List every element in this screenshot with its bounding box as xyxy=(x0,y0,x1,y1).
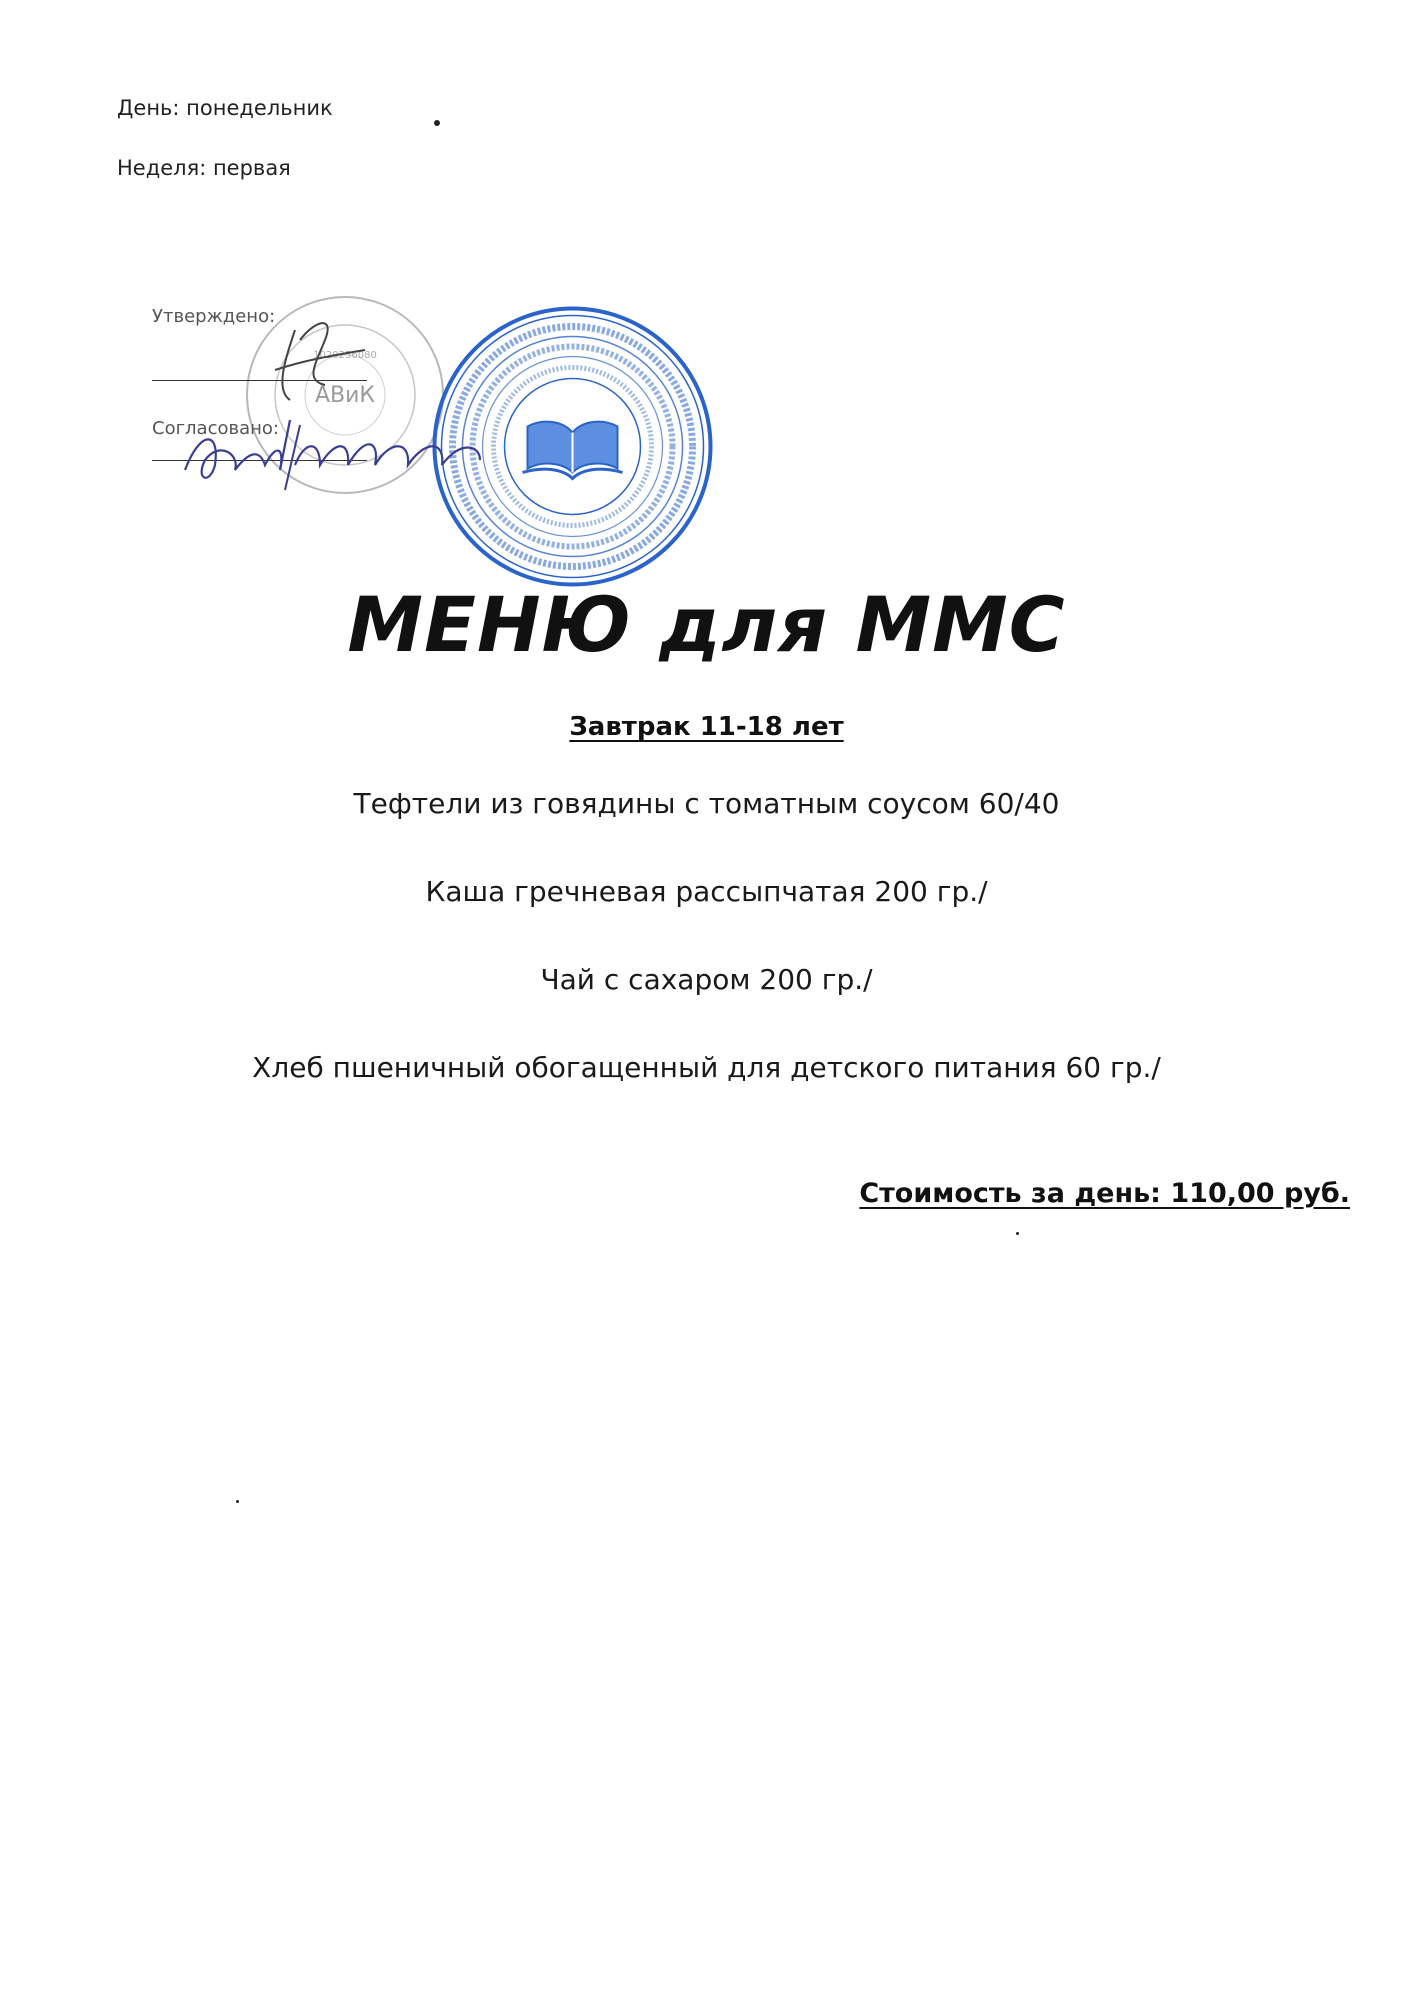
week-line: Неделя: первая xyxy=(117,156,291,180)
list-item: Хлеб пшеничный обогащенный для детского питания 60 гр./ xyxy=(252,1051,1161,1084)
menu-items-list xyxy=(0,786,1413,1138)
handwritten-signature-icon xyxy=(255,300,375,420)
approved-label: Утверждено: xyxy=(152,306,276,327)
speck-mark xyxy=(434,120,440,126)
meal-heading xyxy=(0,712,1413,742)
list-item: Чай с сахаром 200 гр./ xyxy=(540,963,873,996)
speck-mark xyxy=(1016,1232,1019,1235)
meal-heading-text: Завтрак 11-18 лет xyxy=(569,712,844,742)
svg-text:АВиК: АВиК xyxy=(314,383,376,408)
list-item: Тефтели из говядины с томатным соусом 60/40 xyxy=(353,787,1060,820)
page-title: МЕНЮ для ММС xyxy=(347,580,1066,669)
svg-text:1020256080: 1020256080 xyxy=(313,350,377,361)
daily-cost: Стоимость за день: 110,00 руб. xyxy=(859,1178,1350,1209)
speck-mark xyxy=(236,1500,239,1503)
agreed-label: Согласовано: xyxy=(152,418,279,439)
list-item: Каша гречневая рассыпчатая 200 гр./ xyxy=(425,875,988,908)
handwritten-signature-icon xyxy=(180,410,520,500)
day-line: День: понедельник xyxy=(117,96,333,120)
